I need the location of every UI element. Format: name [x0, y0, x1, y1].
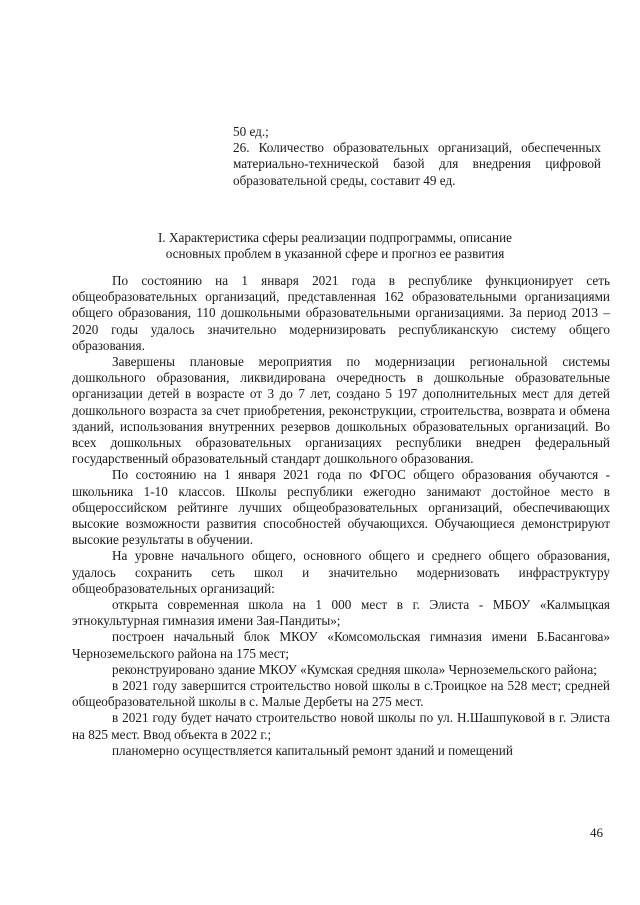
paragraph: открыта современная школа на 1 000 мест в г. Элиста - МБОУ «Калмыцкая этнокультурная гимназия имени Зая-Пандиты»; [72, 597, 610, 629]
paragraph: реконструировано здание МКОУ «Кумская средняя школа» Черноземельского района; [112, 661, 597, 677]
list-item-26: 26. Количество образовательных организаций, обеспеченных материально-технической базой для внедрения цифровой образовательной среды, составит 49 ед. [233, 140, 601, 188]
paragraph: в 2021 году будет начато строительство новой школы по ул. Н.Шашпуковой в г. Элиста на 825 мест. Ввод объекта в 2022 г.; [72, 710, 610, 742]
paragraph: построен начальный блок МКОУ «Комсомольская гимназия имени Б.Басангова» Черноземельского района на 175 мест; [72, 629, 610, 661]
section-heading [110, 230, 560, 262]
list-continuation [233, 124, 601, 189]
paragraph: Завершены плановые мероприятия по модернизации региональной системы дошкольного образования, ликвидирована очередность в дошкольные образовательные организации детей в возрасте от 3 до 7 лет, создано 5 197 дополнительных мест для детей дошкольного возраста за счет приобретения, реконструкции, строительства, возврата и обмена зданий, использования внутренних резервов дошкольных образовательных организаций. Во всех дошкольных образовательных организациях республики внедрен федеральный государственный образовательный стандарт дошкольного образования. [72, 354, 610, 467]
body-text [72, 273, 610, 759]
paragraph: По состоянию на 1 января 2021 года в республике функционирует сеть общеобразовательных организаций, представленная 162 образовательными организациями общего образования, 110 дошкольными образовательными организациями. За период 2013 – 2020 годы удалось значительно модернизировать республиканскую систему общего образования. [72, 273, 610, 353]
list-item-tail: 50 ед.; [233, 124, 269, 139]
paragraph: планомерно осуществляется капитальный ремонт зданий и помещений [112, 742, 513, 758]
heading-line-2: основных проблем в указанной сфере и прогноз ее развития [165, 246, 505, 262]
page-number: 46 [590, 825, 603, 840]
paragraph: На уровне начального общего, основного общего и среднего общего образования, удалось сохранить сеть школ и значительно модернизовать инфраструктуру общеобразовательных организаций: [72, 548, 610, 596]
paragraph: По состоянию на 1 января 2021 года по ФГОС общего образования обучаются - школьника 1-10 классов. Школы республики ежегодно занимают достойное место в общероссийском рейтинге лучших общеобразовательных организаций, обеспечивающих высокие возможности развития способностей обучающихся. Обучающиеся демонстрируют высокие результаты в обучении. [72, 467, 610, 548]
paragraph: в 2021 году завершится строительство новой школы в с.Троицкое на 528 мест; средней общеобразовательной школы в с. Малые Дербеты на 275 мест. [72, 678, 610, 710]
heading-line-1: I. Характеристика сферы реализации подпрограммы, описание [157, 230, 513, 245]
